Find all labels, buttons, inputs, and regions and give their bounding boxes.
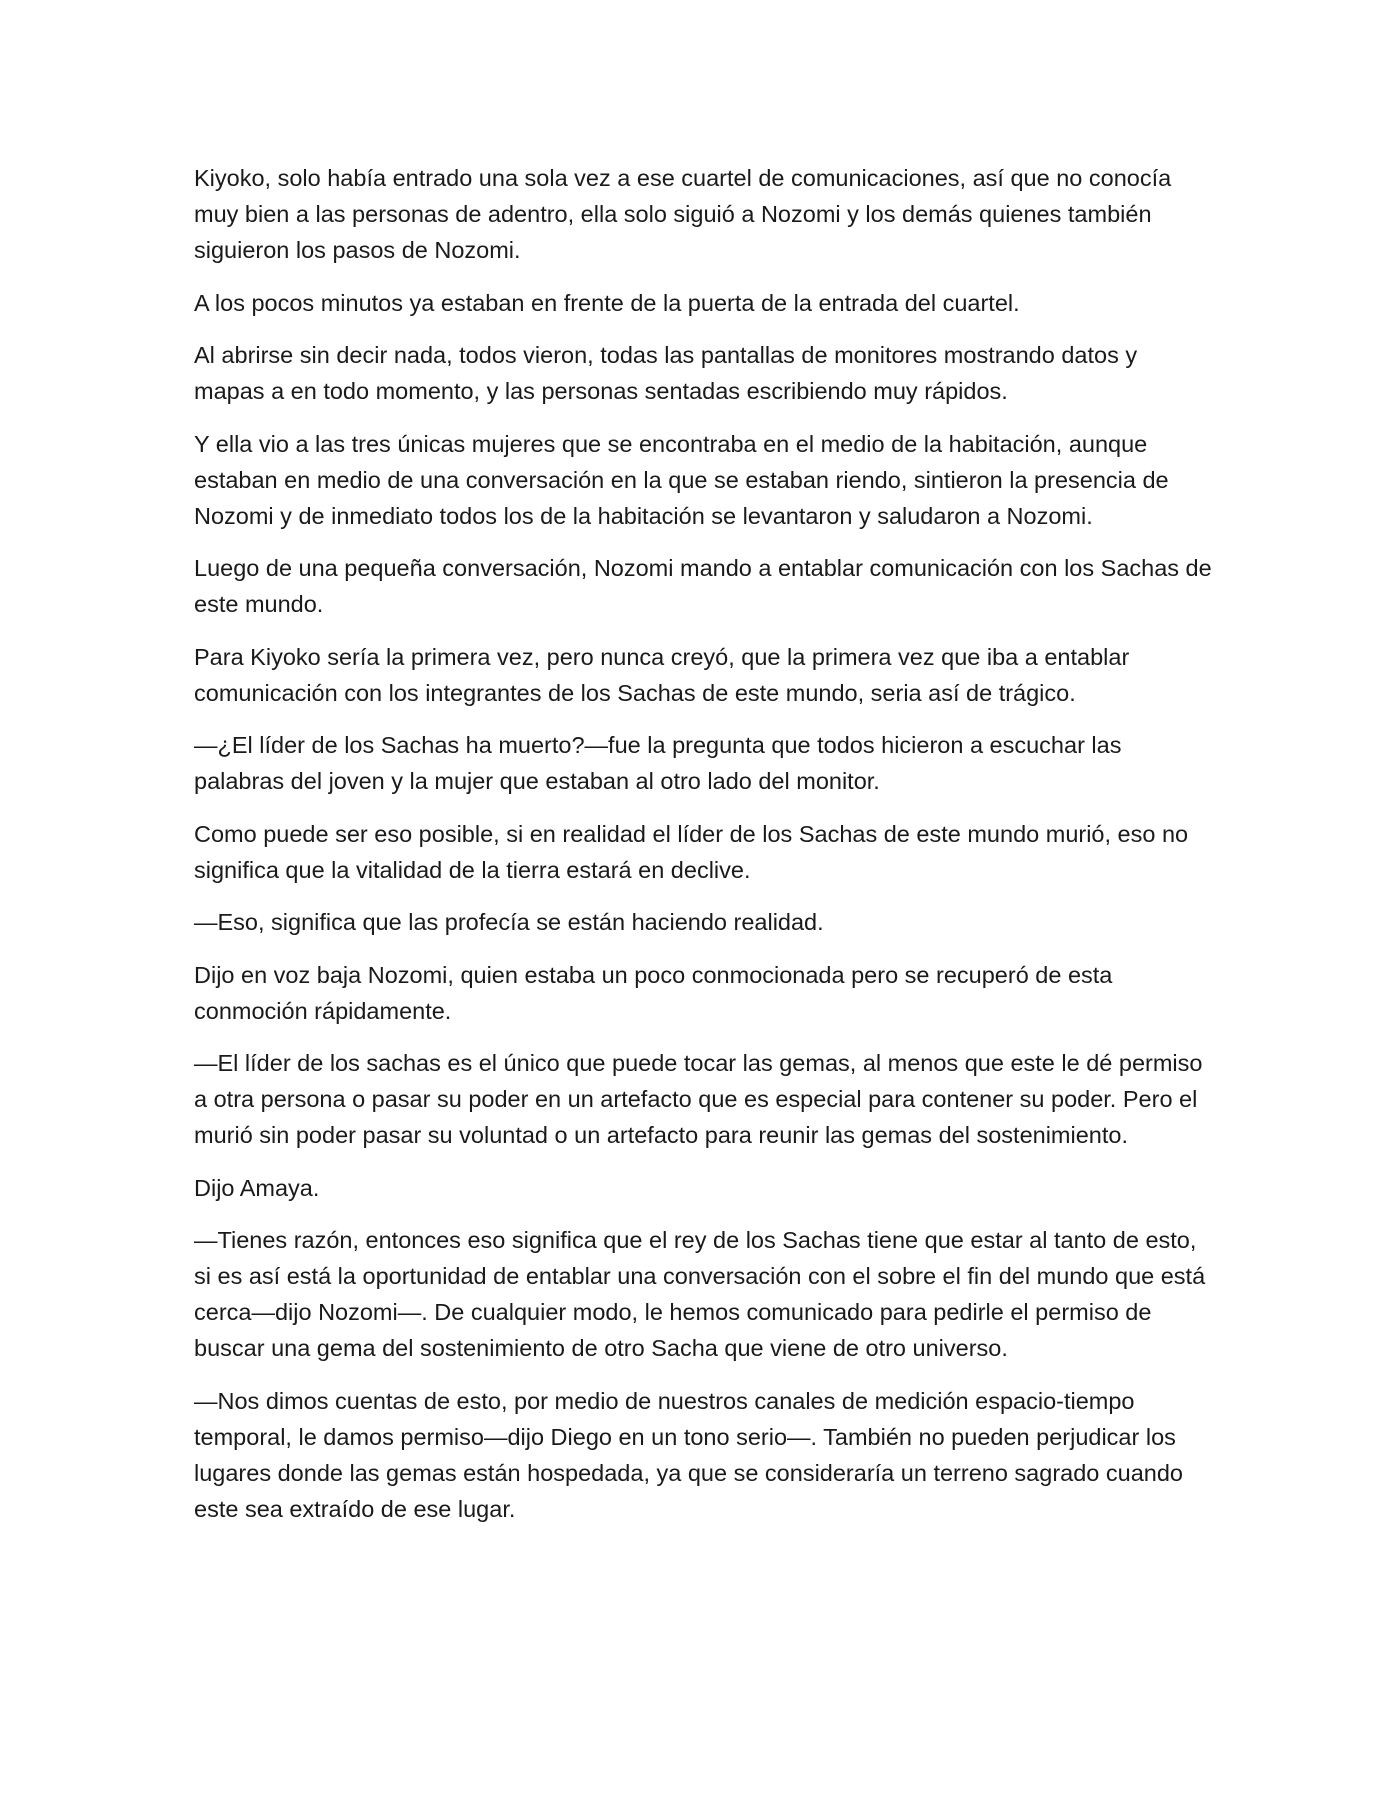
- paragraph: Dijo Amaya.: [194, 1174, 320, 1201]
- paragraph: A los pocos minutos ya estaban en frente de la puerta de la entrada del cuartel.: [194, 289, 1020, 316]
- paragraph: —El líder de los sachas es el único que puede tocar las gemas, al menos que este le dé permiso a otra persona o pasar su poder en un artefacto que es especial para contener su poder. Pero el murió sin poder pasar su voluntad o un artefacto para reunir las gemas del sostenimiento.: [194, 1050, 1203, 1148]
- paragraph: Y ella vio a las tres únicas mujeres que se encontraba en el medio de la habitación, aunque estaban en medio de una conversación en la que se estaban riendo, sintieron la presencia de Nozomi y de inmediato todos los de la habitación se levantaron y saludaron a Nozomi.: [194, 430, 1169, 529]
- paragraph: Para Kiyoko sería la primera vez, pero nunca creyó, que la primera vez que iba a entablar comunicación con los integrantes de los Sachas de este mundo, seria así de trágico.: [194, 643, 1130, 706]
- paragraph: Luego de una pequeña conversación, Nozomi mando a entablar comunicación con los Sachas de este mundo.: [194, 555, 1212, 617]
- document-body: [194, 160, 1214, 1543]
- paragraph: —Nos dimos cuentas de esto, por medio de nuestros canales de medición espacio-tiempo temporal, le damos permiso—dijo Diego en un tono serio—. También no pueden perjudicar los lugares donde las gemas están hospedada, ya que se consideraría un terreno sagrado cuando este sea extraído de ese lugar.: [194, 1387, 1183, 1522]
- paragraph: Como puede ser eso posible, si en realidad el líder de los Sachas de este mundo murió, eso no significa que la vitalidad de la tierra estará en declive.: [194, 820, 1189, 883]
- paragraph: —Tienes razón, entonces eso significa que el rey de los Sachas tiene que estar al tanto de esto, si es así está la oportunidad de entablar una conversación con el sobre el fin del mundo que está cerca—dijo Nozomi—. De cualquier modo, le hemos comunicado para pedirle el permiso de buscar una gema del sostenimiento de otro Sacha que viene de otro universo.: [194, 1227, 1206, 1361]
- paragraph: Kiyoko, solo había entrado una sola vez a ese cuartel de comunicaciones, así que no conocía muy bien a las personas de adentro, ella solo siguió a Nozomi y los demás quienes también siguieron los pasos de Nozomi.: [194, 165, 1172, 263]
- paragraph: Dijo en voz baja Nozomi, quien estaba un poco conmocionada pero se recuperó de esta conmoción rápidamente.: [194, 961, 1113, 1024]
- paragraph: —Eso, significa que las profecía se están haciendo realidad.: [194, 909, 824, 935]
- paragraph: —¿El líder de los Sachas ha muerto?—fue la pregunta que todos hicieron a escuchar las palabras del joven y la mujer que estaban al otro lado del monitor.: [194, 732, 1122, 794]
- paragraph: Al abrirse sin decir nada, todos vieron, todas las pantallas de monitores mostrando datos y mapas a en todo momento, y las personas sentadas escribiendo muy rápidos.: [194, 342, 1138, 404]
